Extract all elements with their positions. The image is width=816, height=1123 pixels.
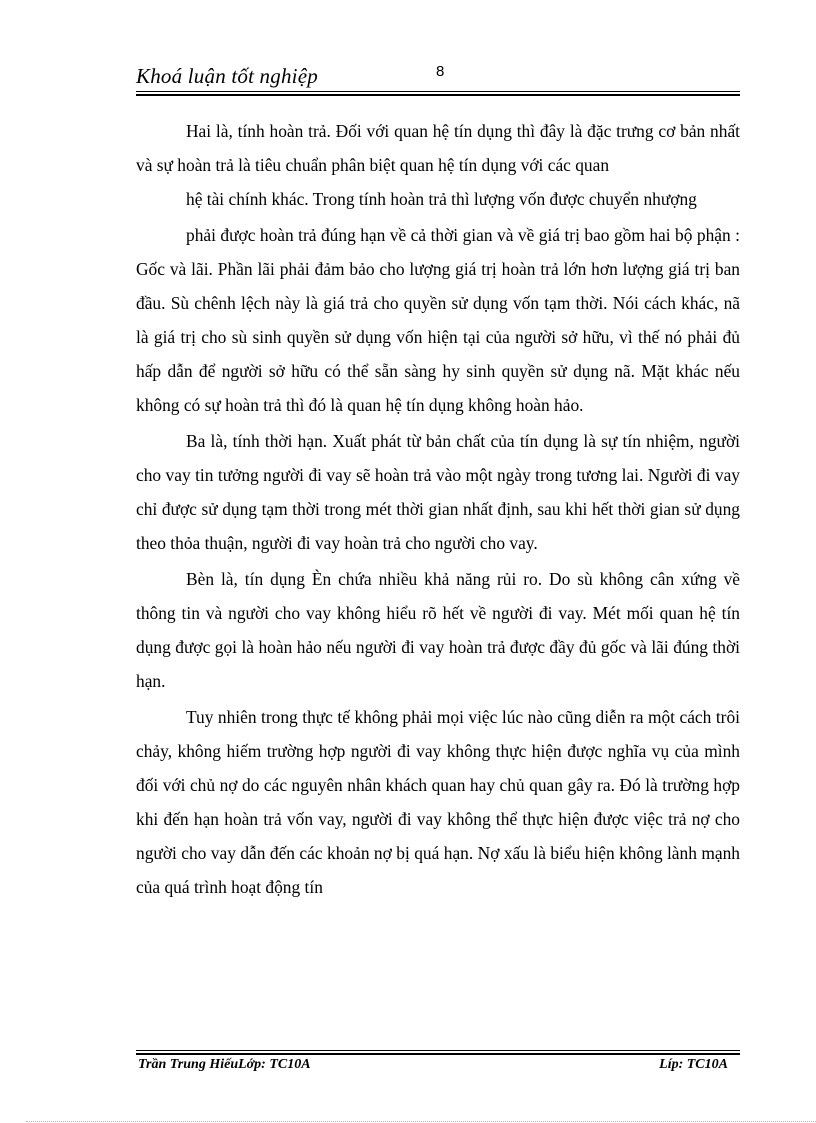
paragraph-he-tai-chinh: hệ tài chính khác. Trong tính hoàn trả thì lượng vốn được chuyển nhượng: [186, 189, 697, 209]
footer-rule: [136, 1050, 740, 1055]
paragraph-phai-duoc-hoan-tra: phải được hoàn trả đúng hạn về cả thời gian và về giá trị bao gồm hai bộ phận : Gốc và lãi. Phần lãi phải đảm bảo cho lượng giá trị hoàn trả lớn hơn lượng giá trị ban đầu. Sù chênh lệch này là giá trả cho quyền sử dụng vốn tạm thời. Nói cách khác, nã là giá trị cho sù sinh quyền sử dụng vốn hiện tại của người sở hữu, vì thế nó phải đủ hấp dẫn để người sở hữu có thể sẵn sàng hy sinh quyền sử dụng nã. Mặt khác nếu không có sự hoàn trả thì đó là quan hệ tín dụng không hoàn hảo.: [136, 225, 740, 415]
paragraph-ba-la: Ba là, tính thời hạn. Xuất phát từ bản chất của tín dụng là sự tín nhiệm, người cho vay tin tưởng người đi vay sẽ hoàn trả vào một ngày trong tương lai. Người đi vay chỉ được sử dụng tạm thời trong mét thời gian nhất định, sau khi hết thời gian sử dụng theo thỏa thuận, người đi vay hoàn trả cho người cho vay.: [136, 431, 740, 553]
page-footer: [136, 1057, 740, 1079]
body-text: [136, 114, 740, 904]
footer-author: Trần Trung HiếuLớp: TC10A: [138, 1057, 311, 1072]
header-rule: [136, 91, 740, 96]
footer-class: Líp: TC10A: [659, 1057, 728, 1072]
paragraph-tuy-nhien: Tuy nhiên trong thực tế không phải mọi việc lúc nào cũng diễn ra một cách trôi chảy, không hiếm trường hợp người đi vay không thực hiện được nghĩa vụ của mình đối với chủ nợ do các nguyên nhân khách quan hay chủ quan gây ra. Đó là trường hợp khi đến hạn hoàn trả vốn vay, người đi vay không thể thực hiện được việc trả nợ cho người cho vay dẫn đến các khoản nợ bị quá hạn. Nợ xấu là biểu hiện không lành mạnh của quá trình hoạt động tín: [136, 707, 740, 897]
page-bottom-edge: [26, 1121, 816, 1122]
paragraph-bon-la: Bèn là, tín dụng Èn chứa nhiều khả năng rủi ro. Do sù không cân xứng về thông tin và người cho vay không hiểu rõ hết về người đi vay. Mét mối quan hệ tín dụng được gọi là hoàn hảo nếu người đi vay hoàn trả được đầy đủ gốc và lãi đúng thời hạn.: [136, 569, 740, 691]
page-number: 8: [436, 63, 445, 80]
header-title: Khoá luận tốt nghiệp: [136, 64, 318, 88]
paragraph-hai-la: Hai là, tính hoàn trả. Đối với quan hệ tín dụng thì đây là đặc trưng cơ bản nhất và sự hoàn trả là tiêu chuẩn phân biệt quan hệ tín dụng với các quan: [136, 121, 740, 175]
